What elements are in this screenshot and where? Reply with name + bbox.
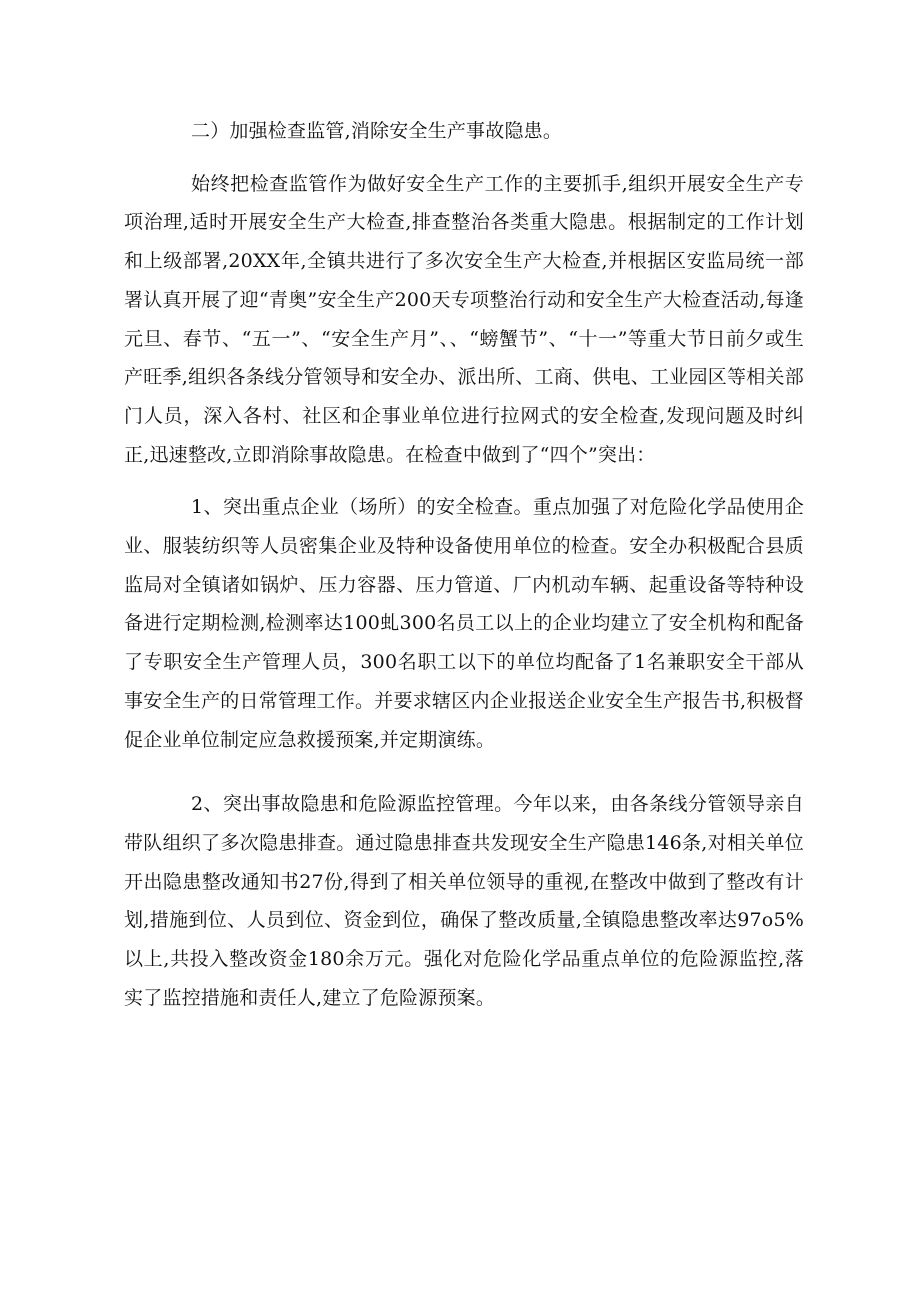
paragraph-hazard-monitoring: 2、突出事故隐患和危险源监控管理。今年以来，由各条线分管领导亲自带队组织了多次隐患排查。通过隐患排查共发现安全生产隐患146条,对相关单位开出隐患整改通知书27份,得到了相关单位领导的重视,在整改中做到了整改有计划,措施到位、人员到位、资金到位，确保了整改质量,全镇隐患整改率达97o5%以上,共投入整改资金180余万元。强化对危险化学品重点单位的危险源监控,落实了监控措施和责任人,建立了危险源预案。 bbox=[124, 793, 804, 1009]
paragraph-key-enterprise-inspection: 1、突出重点企业（场所）的安全检查。重点加强了对危险化学品使用企业、服装纺织等人员密集企业及特种设备使用单位的检查。安全办积极配合县质监局对全镇诸如锅炉、压力容器、压力管道、厂内机动车辆、起重设备等特种设备进行定期检测,检测率达100虬300名员工以上的企业均建立了安全机构和配备了专职安全生产管理人员，300名职工以下的单位均配备了1名兼职安全干部从事安全生产的日常管理工作。并要求辖区内企业报送企业安全生产报告书,积极督促企业单位制定应急救援预案,并定期演练。 bbox=[124, 496, 804, 751]
paragraph-inspection-overview: 始终把检查监管作为做好安全生产工作的主要抓手,组织开展安全生产专项治理,适时开展安全生产大检查,排查整治各类重大隐患。根据制定的工作计划和上级部署,20XX年,全镇共进行了多次安全生产大检查,并根据区安监局统一部署认真开展了迎“青奥”安全生产200天专项整治行动和安全生产大检查活动,每逢元旦、春节、“五一”、“安全生产月”、、“螃蟹节”、“十一”等重大节日前夕或生产旺季,组织各条线分管领导和安全办、派出所、工商、供电、工业园区等相关部门人员，深入各村、社区和企事业单位进行拉网式的安全检查,发现问题及时纠正,迅速整改,立即消除事故隐患。在检查中做到了“四个”突出： bbox=[124, 172, 804, 466]
document-body bbox=[124, 112, 804, 1017]
section-heading: 二）加强检查监管,消除安全生产事故隐患。 bbox=[191, 120, 563, 142]
